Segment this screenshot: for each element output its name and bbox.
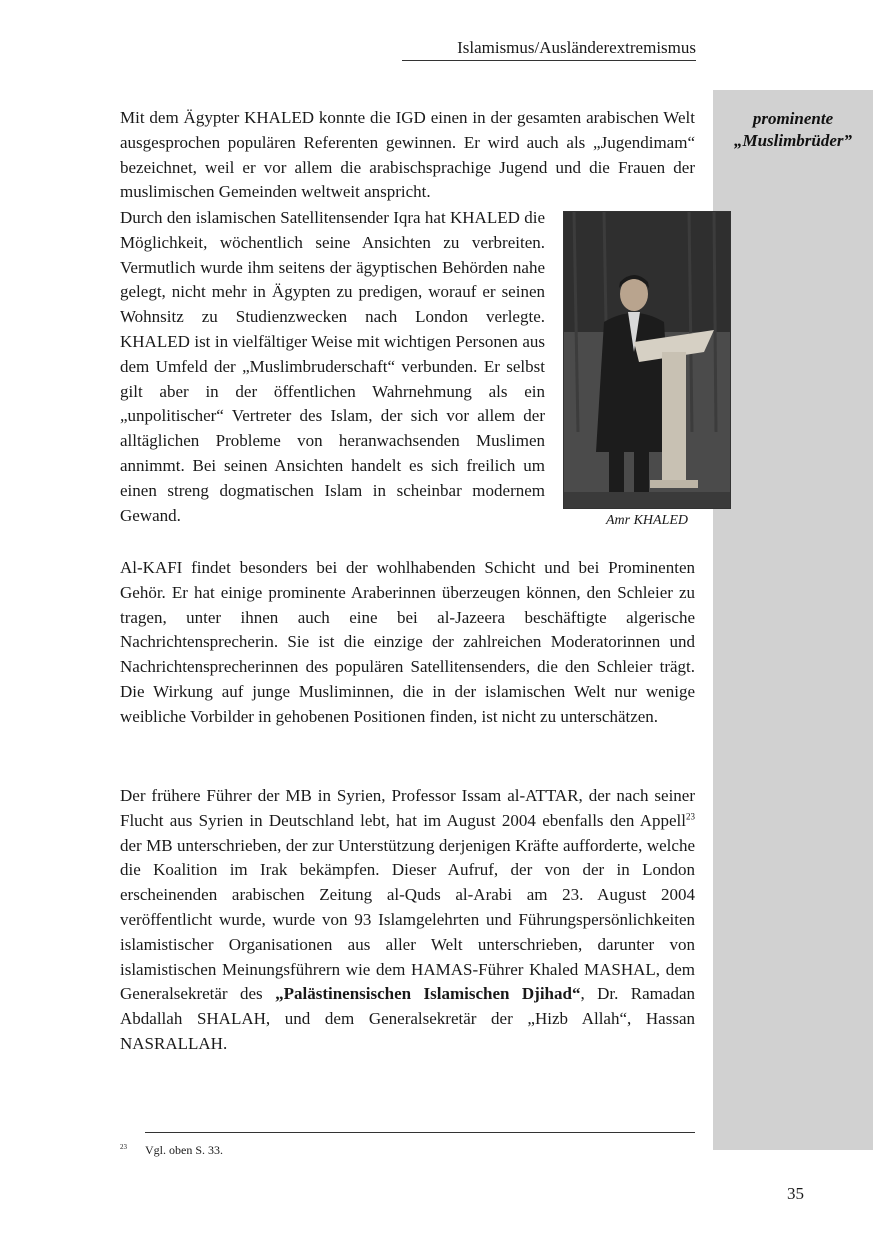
paragraph-3 — [120, 784, 695, 1057]
paragraph-3-part-3: , Dr. Ramadan Abdallah SHALAH, und dem Generalsekretär der „Hizb Allah“, Hassan NASRALLAH. — [120, 984, 695, 1053]
footnote-reference[interactable]: 23 — [686, 811, 695, 822]
page-number: 35 — [787, 1184, 804, 1203]
running-header: Islamismus/Ausländerextremismus — [402, 37, 696, 61]
margin-note-line-2: „Muslimbrüder” — [733, 131, 853, 150]
photo-caption: Amr KHALED — [605, 513, 689, 528]
footnote-text: Vgl. oben S. 33. — [145, 1143, 223, 1157]
margin-note-line-1: prominente — [752, 109, 834, 128]
paragraph-1-top: Mit dem Ägypter KHALED konnte die IGD einen in der gesamten arabischen Welt ausgesprochen populären Referenten gewinnen. Er wird auch als „Jugendimam“ bezeichnet, weil er vor allem die arabischsprachige Jugend und die Frauen der muslimischen Gemeinden weltweit anspricht. — [120, 108, 695, 202]
paragraph-3-part-1: Der frühere Führer der MB in Syrien, Professor Issam al-ATTAR, der nach seiner Flucht aus Syrien in Deutschland lebt, hat im August 2004 ebenfalls den Appell — [120, 786, 695, 830]
speaker-photo-illustration — [564, 212, 731, 509]
paragraph-2: Al-KAFI findet besonders bei der wohlhabenden Schicht und bei Prominenten Gehör. Er hat einige prominente Araberinnen überzeugen können, den Schleier zu tragen, unter ihnen auch eine bei al-Jazeera beschäftigte algerische Nachrichtensprecherin. Sie ist die einzige der zahlreichen Moderatorinnen und Nachrichtensprecherinnen des populären Satellitensenders, die den Schleier trägt. Die Wirkung auf junge Musliminnen, die in der islamischen Welt nur wenige weibliche Vorbilder in gehobenen Positionen finden, ist nicht zu unterschätzen. — [120, 558, 695, 726]
footnote-number: 23 — [120, 1143, 127, 1151]
organization-name-bold: „Palästinensischen Islamischen Djihad“ — [275, 984, 581, 1004]
footnote-divider — [145, 1132, 695, 1133]
speaker-photo — [563, 211, 731, 509]
paragraph-1-wrap: Durch den islamischen Satellitensender Iqra hat KHALED die Möglichkeit, wöchentlich seine Ansichten zu verbreiten. Vermutlich wurde ihm seitens der ägyptischen Behörden nahe gelegt, nicht mehr in Ägypten zu predigen, worauf er seinen Wohnsitz zu Studienzwecken nach London verlegte. KHALED ist in vielfältiger Weise mit wichtigen Personen aus dem Umfeld der „Muslimbruderschaft“ verbunden. Er selbst gilt aber in der öffentlichen Wahrnehmung als ein „unpolitischer“ Vertreter des Islam, der sich vor allem der alltäglichen Probleme von heranwachsenden Muslimen annimmt. Bei seinen Ansichten handelt es sich freilich um einen streng dogmatischen Islam in scheinbar modernem Gewand. — [120, 208, 545, 525]
footnote — [120, 1139, 695, 1158]
margin-sidebar — [713, 90, 873, 1150]
paragraph-3-part-2: der MB unterschrieben, der zur Unterstützung derjenigen Kräfte aufforderte, welche die Koalition im Irak bekämpfen. Dieser Aufruf, der von der in London erscheinenden arabischen Zeitung al-Quds al-Arabi am 23. August 2004 veröffentlicht wurde, wurde von 93 Islamgelehrten und Führungspersönlichkeiten islamistischer Organisationen aus aller Welt unterschrieben, darunter von islamistischen Meinungsführern wie dem HAMAS-Führer Khaled MASHAL, dem Generalsekretär des — [120, 835, 695, 1004]
margin-note — [713, 108, 873, 152]
